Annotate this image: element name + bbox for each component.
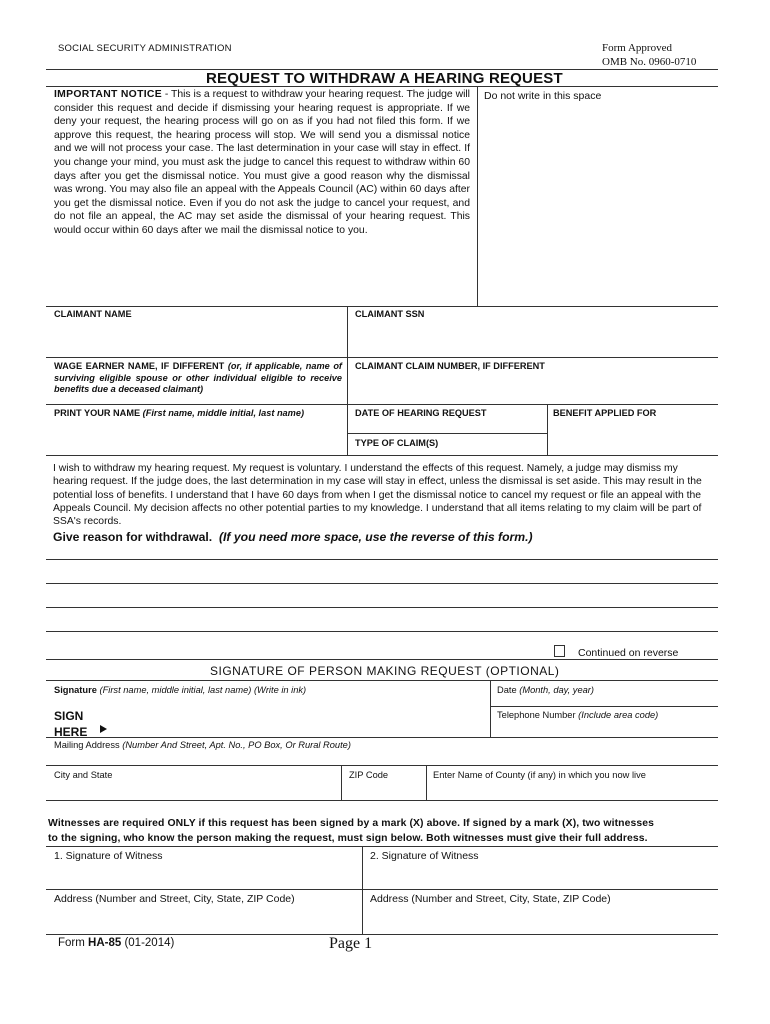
arrow-right-icon — [100, 725, 107, 733]
telephone-field[interactable] — [493, 722, 715, 736]
reason-bottom-rule — [46, 659, 718, 660]
witness-2-address-label: Address (Number and Street, City, State, ZIP Code) — [370, 893, 611, 905]
form-title: REQUEST TO WITHDRAW A HEARING REQUEST — [206, 70, 563, 87]
witness-instructions — [48, 816, 654, 846]
grid-rule-4 — [347, 433, 547, 434]
benefit-label: BENEFIT APPLIED FOR — [553, 408, 657, 418]
signature-heading: SIGNATURE OF PERSON MAKING REQUEST (OPTIONAL) — [210, 664, 560, 678]
city-state-label: City and State — [54, 770, 113, 780]
reason-label: Give reason for withdrawal. — [53, 530, 213, 544]
signature-field[interactable] — [120, 700, 480, 734]
wage-earner-note: (or, if applicable, name of surviving eligible spouse or other individual eligible to receive benefits due a deceased claimant) — [54, 361, 342, 394]
here-text: HERE — [54, 725, 88, 739]
reason-line-4[interactable] — [46, 631, 718, 632]
witness-rule-1 — [46, 846, 718, 847]
county-label: Enter Name of County (if any) in which you now live — [433, 770, 646, 780]
telephone-label — [497, 710, 658, 720]
notice-body: - This is a request to withdraw your hearing request. The judge will consider this request and decide if dismissing your hearing request is appropriate. If we deny your request, the hearing process will go on as if you had not filed this form. If we approve this request, the hearing process will stop. We will send you a dismissal notice and we will not process your case. The last determination in your case will stay in effect. If you change your mind, you must ask the judge to cancel this request to withdraw within 60 days after you get the dismissal notice. You must give a good reason why the dismissal was wrong. You may also file an appeal with the Appeals Council (AC) within 60 days after you get the dismissal notice. Even if you do not ask the judge to cancel your request, and do not file an appeal, the AC may set aside the dismissal of your hearing request. This would occur within 60 days after we mail the dismissal notice to you. — [54, 89, 470, 236]
witness-1-signature-label: 1. Signature of Witness — [54, 850, 163, 862]
reason-note: (If you need more space, use the reverse of this form.) — [218, 530, 533, 544]
sign-text: SIGN — [54, 709, 84, 723]
witness-rule-3 — [46, 934, 718, 935]
witness-instructions-line-1: Witnesses are required ONLY if this request has been signed by a mark (X) above. If signed by a mark (X), two witnesses — [48, 818, 654, 829]
form-approved-text: Form Approved — [602, 42, 672, 54]
wage-earner-label — [54, 361, 342, 396]
witness-rule-2 — [46, 889, 718, 890]
mailing-note: (Number And Street, Apt. No., PO Box, Or Rural Route) — [122, 740, 351, 750]
zip-label: ZIP Code — [349, 770, 389, 780]
sig-rule-date — [490, 706, 718, 707]
sig-rule-4 — [46, 800, 718, 801]
print-name-label — [54, 408, 304, 420]
mailing-address-label — [54, 740, 351, 750]
withdrawal-statement: I wish to withdraw my hearing request. My request is voluntary. I understand the effects of this request. Namely, a judge may dismiss my hearing request. If the judge does, the last determination in my case will stay in effect, unless the dismissal is set aside. This may result in the potential loss of benefits. I understand that I have 60 days from when I get the dismissal notice to cancel my request or file an appeal with the Appeals Council. My decision affects no other potential parties to my knowledge. I understand that all items relating to my claim will be part of SSA's records. — [53, 463, 702, 528]
form-prefix: Form — [58, 937, 89, 949]
reason-line-2[interactable] — [46, 583, 718, 584]
form-number — [58, 937, 174, 949]
omb-approval — [602, 41, 696, 69]
reason-line-3[interactable] — [46, 607, 718, 608]
signature-label — [54, 685, 306, 695]
grid-rule-2 — [46, 357, 718, 358]
grid-divider-benefit — [547, 404, 548, 455]
grid-rule-3 — [46, 404, 718, 405]
claimant-ssn-label: CLAIMANT SSN — [355, 309, 425, 319]
form-date: (01-2014) — [121, 937, 175, 949]
continued-checkbox[interactable] — [554, 645, 565, 657]
title-bottom-rule — [46, 86, 718, 87]
zip-county-divider — [426, 765, 427, 800]
important-notice — [54, 88, 470, 238]
continued-label: Continued on reverse — [578, 647, 679, 659]
reason-line-1[interactable] — [46, 559, 718, 560]
witness-1-address-label: Address (Number and Street, City, State, ZIP Code) — [54, 893, 295, 905]
date-hearing-label: DATE OF HEARING REQUEST — [355, 408, 487, 418]
grid-rule-1 — [46, 306, 718, 307]
reason-heading — [53, 530, 533, 544]
telephone-label-text: Telephone Number — [497, 710, 576, 720]
type-claim-label: TYPE OF CLAIM(S) — [355, 438, 439, 448]
witness-instructions-line-2: to the signing, who know the person making the request, must sign below. Both witnesses must give their full address. — [48, 833, 648, 844]
print-name-text: PRINT YOUR NAME — [54, 408, 141, 418]
date-label-text: Date — [497, 685, 517, 695]
witness-divider — [362, 846, 363, 934]
date-note: (Month, day, year) — [519, 685, 594, 695]
signature-note: (First name, middle initial, last name) (Write in ink) — [99, 685, 307, 695]
omb-number: OMB No. 0960-0710 — [602, 56, 697, 68]
grid-rule-5 — [46, 455, 718, 456]
date-label — [497, 685, 594, 695]
signature-label-text: Signature — [54, 685, 97, 695]
sig-rule-3 — [46, 765, 718, 766]
sign-here — [54, 708, 87, 740]
notice-divider — [477, 86, 478, 306]
wage-earner-text: WAGE EARNER NAME, IF DIFFERENT — [54, 361, 225, 371]
notice-heading: IMPORTANT NOTICE — [54, 89, 162, 100]
telephone-note: (Include area code) — [578, 710, 659, 720]
mailing-label-text: Mailing Address — [54, 740, 120, 750]
sig-divider — [490, 680, 491, 737]
claim-number-label: CLAIMANT CLAIM NUMBER, IF DIFFERENT — [355, 361, 545, 371]
sig-rule-2 — [46, 737, 718, 738]
print-name-note: (First name, middle initial, last name) — [142, 408, 305, 418]
witness-2-signature-label: 2. Signature of Witness — [370, 850, 479, 862]
form-code: HA-85 — [88, 937, 122, 949]
page-number: Page 1 — [329, 935, 373, 952]
do-not-write-label: Do not write in this space — [484, 90, 602, 102]
claimant-name-label: CLAIMANT NAME — [54, 309, 132, 319]
sig-rule-1 — [46, 680, 718, 681]
agency-name: SOCIAL SECURITY ADMINISTRATION — [58, 43, 232, 54]
city-zip-divider — [341, 765, 342, 800]
